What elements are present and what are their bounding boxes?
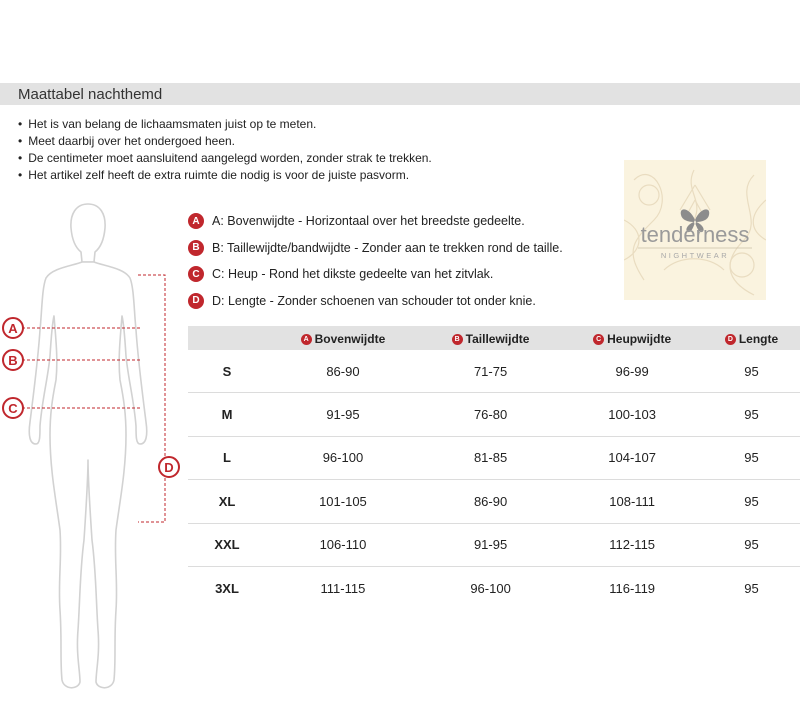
- instruction-item: • De centimeter moet aansluitend aangelegd worden, zonder strak te trekken.: [18, 150, 432, 167]
- table-row: [188, 350, 800, 393]
- size-label: XXL: [188, 523, 266, 566]
- marker-badge: D: [188, 293, 204, 309]
- table-cell: 106-110: [266, 523, 420, 566]
- measurement-marker-d: D: [158, 456, 180, 478]
- table-cell: 96-99: [561, 350, 703, 393]
- table-cell: 95: [744, 580, 759, 596]
- table-row: [188, 393, 800, 436]
- marker-badge: B: [188, 240, 204, 256]
- column-header-heupwijdte: C Heupwijdte: [561, 326, 703, 350]
- legend-text: D: Lengte - Zonder schoenen van schouder tot onder knie.: [212, 293, 536, 308]
- size-column-header: [188, 326, 266, 350]
- legend-text: C: Heup - Rond het dikste gedeelte van het zitvlak.: [212, 267, 494, 282]
- marker-badge: A: [301, 334, 312, 345]
- instruction-item: • Het is van belang de lichaamsmaten juist op te meten.: [18, 116, 432, 133]
- table-cell: 108-111: [561, 480, 703, 523]
- measurement-marker-c: C: [2, 397, 24, 419]
- table-cell: 81-85: [420, 436, 561, 479]
- table-cell: 86-90: [420, 480, 561, 523]
- table-row: [188, 566, 800, 609]
- column-header-bovenwijdte: A Bovenwijdte: [266, 326, 420, 350]
- table-cell: 104-107: [561, 436, 703, 479]
- table-row: [188, 480, 800, 523]
- brand-tagline: NIGHTWEAR: [660, 251, 730, 260]
- table-cell: 101-105: [266, 480, 420, 523]
- size-label: L: [188, 436, 266, 479]
- column-header-taillewijdte: B Taillewijdte: [420, 326, 561, 350]
- table-cell: 100-103: [561, 393, 703, 436]
- size-label: S: [188, 350, 266, 393]
- table-cell: 96-100: [470, 580, 511, 596]
- brand-name: tenderness: [640, 222, 750, 247]
- measurement-legend: [188, 208, 563, 314]
- body-figure: [0, 200, 175, 705]
- size-label: XL: [188, 480, 266, 523]
- table-cell: 95: [703, 393, 800, 436]
- column-header-lengte: D Lengte: [703, 326, 800, 350]
- instruction-item: • Het artikel zelf heeft de extra ruimte die nodig is voor de juiste pasvorm.: [18, 167, 432, 184]
- legend-text: B: Taillewijdte/bandwijdte - Zonder aan te trekken rond de taille.: [212, 240, 563, 255]
- table-cell: 95: [703, 436, 800, 479]
- size-table: [188, 326, 800, 609]
- marker-badge: B: [452, 334, 463, 345]
- table-cell: 95: [703, 350, 800, 393]
- table-cell: 76-80: [420, 393, 561, 436]
- table-cell: 91-95: [266, 393, 420, 436]
- title-bar: [0, 83, 800, 105]
- table-row: [188, 436, 800, 479]
- table-cell: 95: [703, 523, 800, 566]
- legend-row: [188, 208, 563, 235]
- table-cell: 91-95: [420, 523, 561, 566]
- legend-row: [188, 288, 563, 315]
- table-cell: 112-115: [561, 523, 703, 566]
- table-cell: 71-75: [420, 350, 561, 393]
- measurement-marker-b: B: [2, 349, 24, 371]
- table-cell: 111-115: [320, 580, 366, 596]
- table-header-row: [188, 326, 800, 350]
- table-cell: 96-100: [266, 436, 420, 479]
- floral-pattern-icon: [624, 160, 766, 300]
- legend-text: A: Bovenwijdte - Horizontaal over het breedste gedeelte.: [212, 214, 525, 229]
- body-silhouette-icon: [0, 200, 175, 700]
- marker-badge: C: [188, 266, 204, 282]
- legend-row: [188, 261, 563, 288]
- table-cell: 86-90: [266, 350, 420, 393]
- table-row: [188, 523, 800, 566]
- measurement-marker-a: A: [2, 317, 24, 339]
- table-cell: 95: [703, 480, 800, 523]
- page-title: Maattabel nachthemd: [18, 85, 163, 103]
- marker-badge: A: [188, 213, 204, 229]
- brand-logo: [624, 160, 766, 300]
- marker-badge: C: [593, 334, 604, 345]
- size-label: M: [188, 393, 266, 436]
- instructions-list: [18, 116, 432, 184]
- table-cell: 116-119: [609, 580, 656, 596]
- marker-badge: D: [725, 334, 736, 345]
- instruction-item: • Meet daarbij over het ondergoed heen.: [18, 133, 432, 150]
- size-label: 3XL: [215, 580, 239, 596]
- legend-row: [188, 235, 563, 262]
